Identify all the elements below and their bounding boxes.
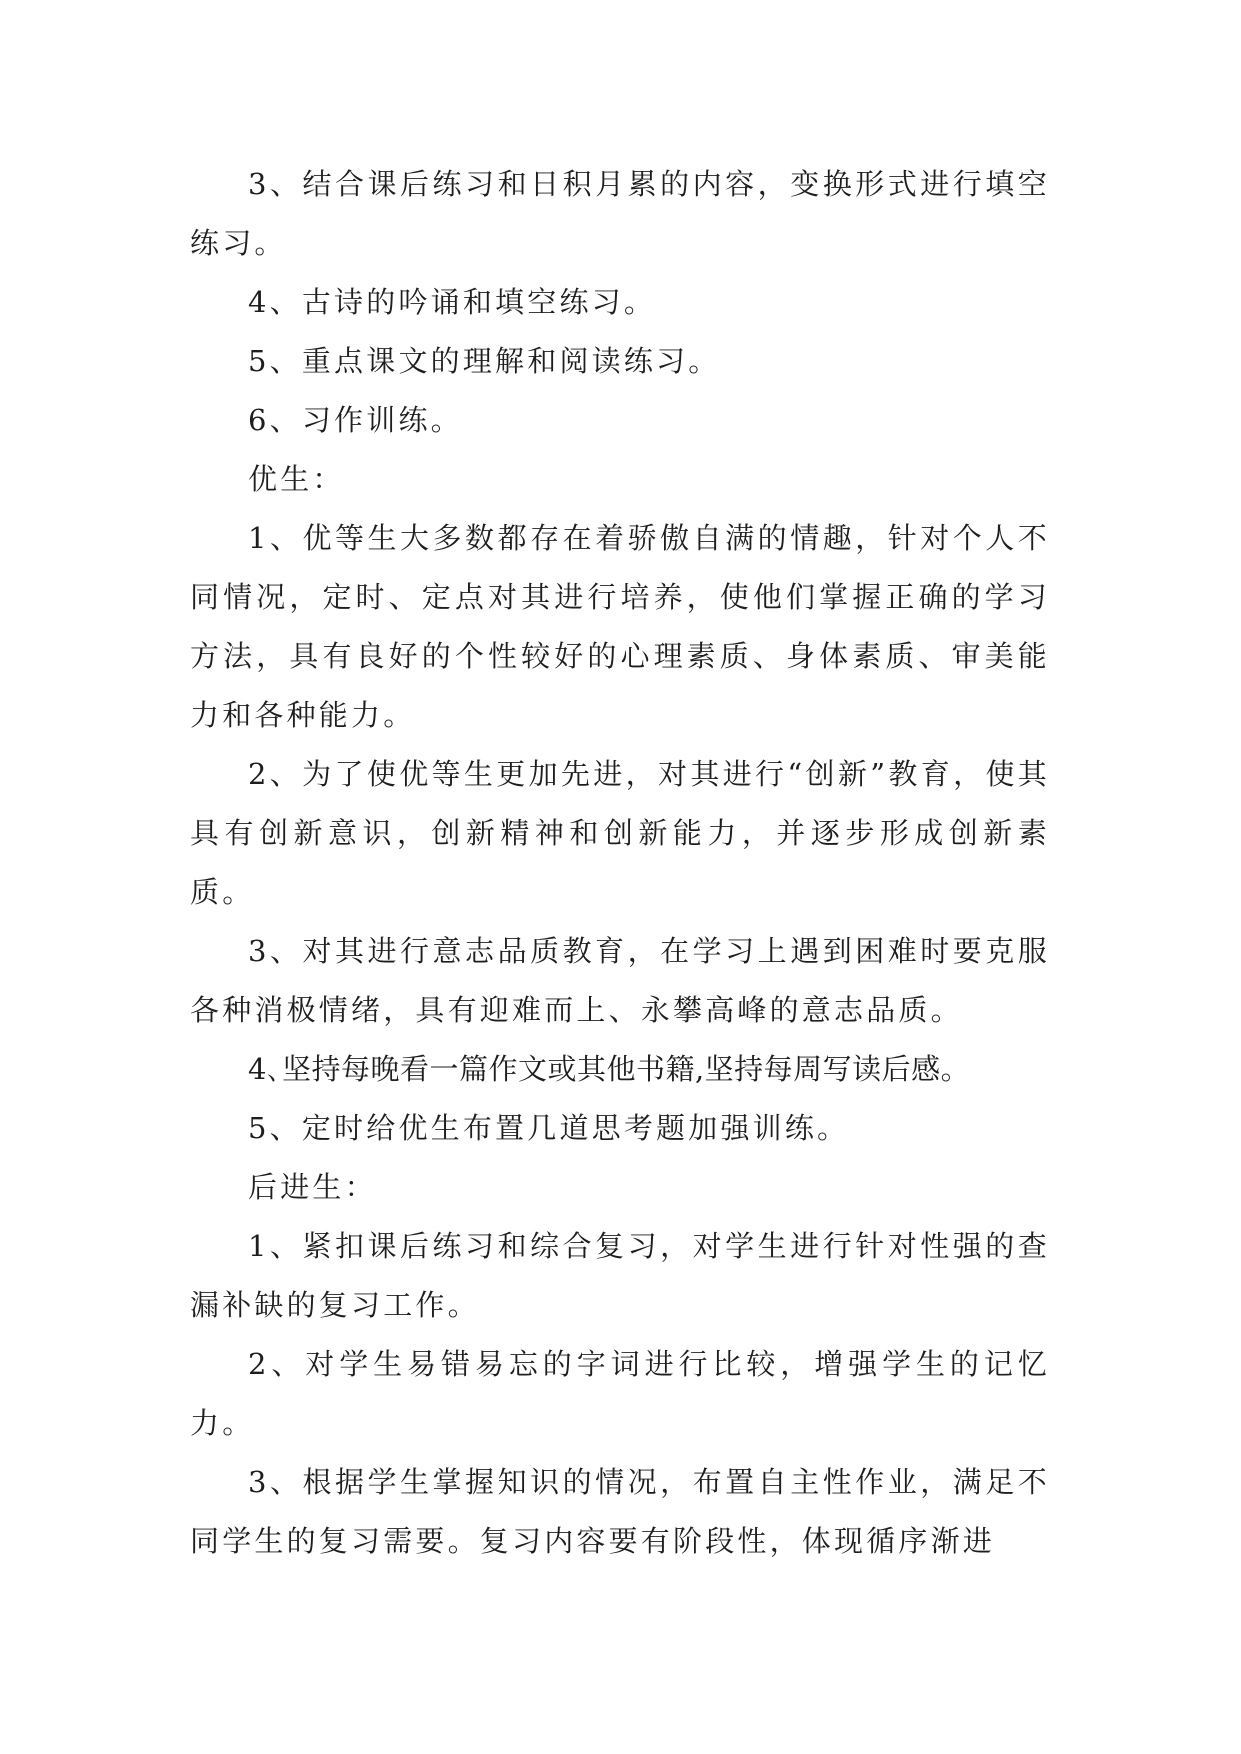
paragraph-top-5: 5、定时给优生布置几道思考题加强训练。 xyxy=(248,1111,850,1145)
paragraph-top-4: 4､坚持每晚看一篇作文或其他书籍,坚持每周写读后感。 xyxy=(248,1052,971,1086)
paragraph-struggling-1: 1、紧扣课后练习和综合复习，对学生进行针对性强的查漏补缺的复习工作。 xyxy=(190,1229,1050,1322)
paragraph-item-6-writing: 6、习作训练。 xyxy=(248,403,463,437)
document-page xyxy=(190,155,1050,1571)
paragraph-top-2: 2、为了使优等生更加先进，对其进行“创新”教育，使其具有创新意识，创新精神和创新能力，并逐步形成创新素质。 xyxy=(190,757,1050,909)
paragraph-top-1: 1、优等生大多数都存在着骄傲自满的情趣，针对个人不同情况，定时、定点对其进行培养，使他们掌握正确的学习方法，具有良好的个性较好的心理素质、身体素质、审美能力和各种能力。 xyxy=(190,521,1050,732)
section-heading-top-students: 优生： xyxy=(248,462,345,496)
paragraph-struggling-3: 3、根据学生掌握知识的情况，布置自主性作业，满足不同学生的复习需要。复习内容要有阶段性，体现循序渐进 xyxy=(190,1465,1050,1558)
paragraph-top-3: 3、对其进行意志品质教育，在学习上遇到困难时要克服各种消极情绪，具有迎难而上、永攀高峰的意志品质。 xyxy=(190,934,1050,1027)
paragraph-struggling-2: 2、对学生易错易忘的字词进行比较，增强学生的记忆力。 xyxy=(190,1347,1050,1440)
section-heading-struggling-students: 后进生： xyxy=(248,1170,377,1204)
paragraph-item-4-poetry: 4、古诗的吟诵和填空练习。 xyxy=(248,285,657,319)
paragraph-item-3-fill-blank: 3、结合课后练习和日积月累的内容，变换形式进行填空练习。 xyxy=(190,167,1050,260)
paragraph-item-5-reading: 5、重点课文的理解和阅读练习。 xyxy=(248,344,721,378)
